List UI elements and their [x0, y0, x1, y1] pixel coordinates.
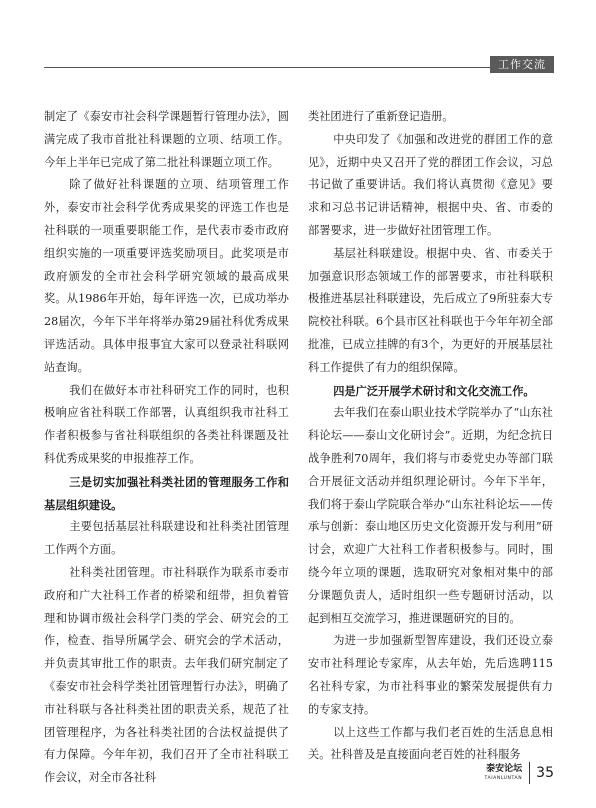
section-heading: 三是切实加强社科类社团的管理服务工作和基层组织建设。 — [44, 474, 289, 512]
paragraph: 社科类社团管理。市社科联作为联系市委市政府和广大社科工作者的桥梁和纽带，担负着管理和协调市级社会科学门类的学会、研究会的工作，检查、指导所属学会、研究会的学术活动，并负责其审批工作的职责。去年我们研究制定了《泰安市社会科学类社团管理暂行办法》，明确了市社科联与各社科类社团的职责关系，规范了社团管理程序，为各社科类社团的合法权益提供了有力保障。今年年初，我们召开了全市社科联工作会议，对全市各社科 — [44, 565, 289, 785]
section-tag: 工作交流 — [490, 56, 554, 73]
header-rule — [44, 67, 554, 68]
paragraph: 除了做好社科课题的立项、结项管理工作外，泰安市社会科学优秀成果奖的评选工作也是社科联的一项重要职能工作，是代表市委市政府组织实施的一项重要评选奖励项目。此奖项是市政府颁发的全市社会科学研究领域的最高成果奖。从1986年开始，每年评选一次，已成功举办28届次，今年下半年将举办第29届社科优秀成果评选活动。具体申报事宜大家可以登录社科联网站查询。 — [44, 178, 289, 374]
paragraph: 主要包括基层社科联建设和社科类社团管理工作两个方面。 — [44, 520, 289, 557]
page-footer — [485, 761, 554, 785]
paragraph: 类社团进行了重新登记造册。 — [308, 110, 454, 123]
left-column — [44, 106, 289, 790]
paragraph: 以上这些工作都与我们老百姓的生活息息相关。社科普及是直接面向老百姓的社科服务 — [308, 725, 553, 762]
paragraph: 制定了《泰安市社会科学课题暂行管理办法》，圆满完成了我市首批社科课题的立项、结项工作。今年上半年已完成了第二批社科课题立项工作。 — [44, 110, 289, 169]
right-column — [308, 106, 553, 767]
page-number: 35 — [536, 765, 554, 781]
footer-divider — [529, 762, 530, 784]
paragraph: 去年我们在泰山职业技术学院举办了“山东社科论坛——泰山文化研讨会”。近期，为纪念抗日战争胜利70周年，我们将与市委党史办等部门联合开展征文活动并组织理论研讨。今年下半年，我们将于泰山学院联合举办“山东社科论坛——传承与创新：泰山地区历史文化资源开发与利用”研讨会，欢迎广大社科工作者积极参与。同时，围绕今年立项的课题，选取研究对象相对集中的部分课题负责人，适时组织一些专题研讨活动，以起到相互交流学习，推进课题研究的目的。 — [308, 406, 553, 625]
journal-name: 泰安论坛 — [486, 764, 523, 774]
paragraph: 基层社科联建设。根据中央、省、市委关于加强意识形态领域工作的部署要求，市社科联积极推进基层社科联建设，先后成立了9所驻泰大专院校社科联。6个县市区社科联也于今年年初全部批准，已成立挂牌的有3个，为更好的开展基层社科工作提供了有力的组织保障。 — [308, 246, 553, 374]
paragraph: 中央印发了《加强和改进党的群团工作的意见》，近期中央又召开了党的群团工作会议，习总书记做了重要讲话。我们将认真贯彻《意见》要求和习总书记讲话精神，根据中央、省、市委的部署要求，进一步做好社团管理工作。 — [308, 132, 553, 237]
section-heading: 四是广泛开展学术研讨和文化交流工作。 — [333, 383, 535, 398]
journal-brand — [485, 764, 523, 782]
paragraph: 我们在做好本市社科研究工作的同时，也积极响应省社科联工作部署，认真组织我市社科工作者积极参与省社科联组织的各类社科课题及社科优秀成果奖的申报推荐工作。 — [44, 383, 289, 465]
paragraph: 为进一步加强新型智库建设，我们还设立泰安市社科理论专家库，从去年始，先后选聘115名社科专家，为市社科事业的繁荣发展提供有力的专家支持。 — [308, 634, 553, 716]
journal-name-latin: TAIANLUNTAN — [484, 776, 523, 781]
